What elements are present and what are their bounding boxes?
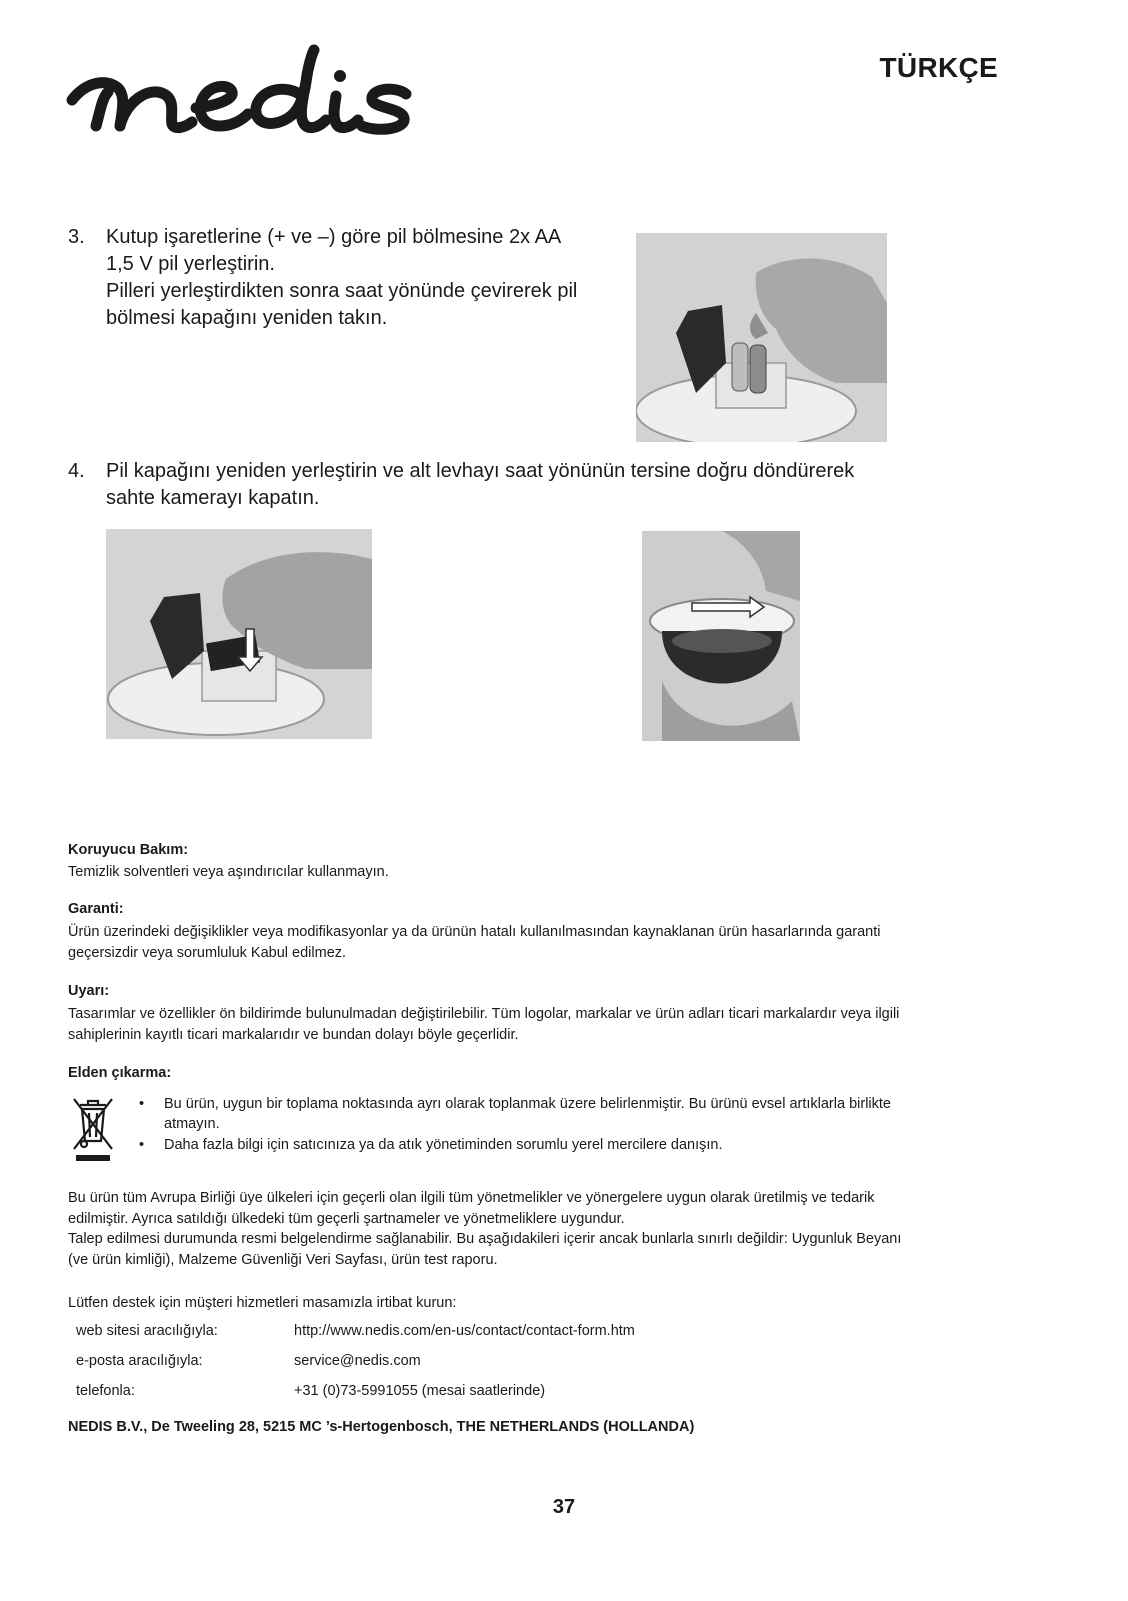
step-number: 3. <box>68 226 85 248</box>
step-text: Pil kapağını yeniden yerleştirin ve alt levhayı saat yönünün tersine doğru döndürerek sahte kamerayı kapatın. <box>106 460 855 509</box>
care-text: Temizlik solventleri veya aşındırıcılar kullanmayın. <box>68 864 389 880</box>
disposal-bullet-1: • Bu ürün, uygun bir toplama noktasında ayrı olarak toplanmak üzere belirlenmiştir. Bu ürünü evsel artıklarla birlikte atmayın. <box>139 1096 891 1132</box>
contact-label: e-posta aracılığıyla: <box>76 1353 203 1369</box>
contact-intro: Lütfen destek için müşteri hizmetleri masamızla irtibat kurun: <box>68 1295 457 1311</box>
contact-row-email <box>76 1353 796 1373</box>
contact-label: web sitesi aracılığıyla: <box>76 1323 218 1339</box>
battery-insert-photo <box>636 233 887 442</box>
step-4 <box>68 458 948 514</box>
care-heading: Koruyucu Bakım: <box>68 842 189 858</box>
warranty-text: Ürün üzerindeki değişiklikler veya modifikasyonlar ya da ürünün hatalı kullanılmasından kaynaklanan ürün hasarlarında garanti geçersizdir veya sorumluluk Kabul edilmez. <box>68 924 881 961</box>
contact-row-web <box>76 1323 796 1343</box>
company-address: NEDIS B.V., De Tweeling 28, 5215 MC ’s-Hertogenbosch, THE NETHERLANDS (HOLLANDA) <box>68 1419 695 1435</box>
contact-label: telefonla: <box>76 1383 135 1399</box>
step-3 <box>68 224 628 336</box>
contact-email-link[interactable]: service@nedis.com <box>294 1353 421 1369</box>
disposal-heading: Elden çıkarma: <box>68 1065 172 1081</box>
step-number: 4. <box>68 460 85 482</box>
cover-close-photo <box>106 529 372 739</box>
contact-phone: +31 (0)73-5991055 (mesai saatlerinde) <box>294 1383 546 1399</box>
step-text: Kutup işaretlerine (+ ve –) göre pil bölmesine 2x AA 1,5 V pil yerleştirin. Pilleri yerleştirdikten sonra saat yönünde çevirerek pil bölmesi kapağını yeniden takın. <box>106 226 578 329</box>
notice-heading: Uyarı: <box>68 983 110 999</box>
language-label: TÜRKÇE <box>879 52 998 83</box>
disposal-bullet-2: • Daha fazla bilgi için satıcınıza ya da atık yönetiminden sorumlu yerel mercilere danışın. <box>139 1137 723 1153</box>
page-number: 37 <box>552 1496 576 1518</box>
nedis-logo <box>66 42 422 142</box>
warranty-heading: Garanti: <box>68 901 124 917</box>
dome-rotate-photo <box>642 531 800 741</box>
crossed-out-wheelie-bin-icon <box>70 1093 116 1163</box>
notice-text: Tasarımlar ve özellikler ön bildirimde bulunulmadan değiştirilebilir. Tüm logolar, markalar ve ürün adları ticari markalardır veya ilgili sahiplerinin kayıtlı ticari markalarıdır ve bundan dolayı böyle geçerlidir. <box>68 1006 900 1043</box>
contact-website-link[interactable]: http://www.nedis.com/en-us/contact/contact-form.htm <box>294 1323 635 1339</box>
contact-row-phone <box>76 1383 796 1403</box>
compliance-text: Bu ürün tüm Avrupa Birliği üye ülkeleri için geçerli olan ilgili tüm yönetmelikler ve yönergelere uygun olarak üretilmiş ve tedarik edilmiştir. Ayrıca satıldığı ülkedeki tüm geçerli şartnameler ve yönetmeliklere uygundur. Talep edilmesi durumunda resmi belgelendirme sağlanabilir. Bu aşağıdakileri içerir ancak bunlarla sınırlı değildir: Uygunluk Beyanı (ve ürün kimliği), Malzeme Güvenliği Veri Sayfası, ürün test raporu. <box>68 1190 902 1268</box>
